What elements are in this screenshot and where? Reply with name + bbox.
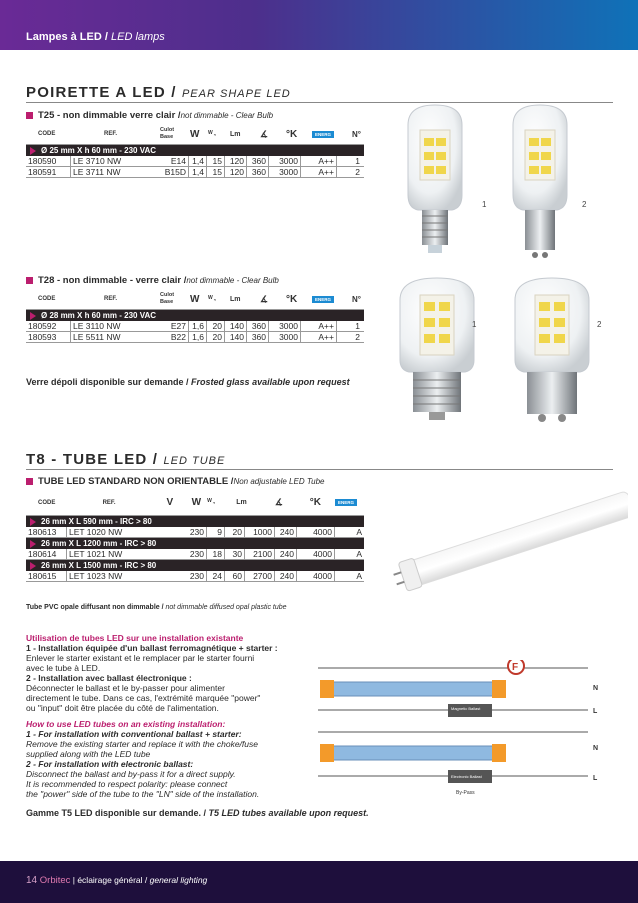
wiring-diagram	[318, 660, 618, 802]
footer	[0, 861, 638, 903]
svg-text:L: L	[593, 708, 598, 715]
spec-strip: 26 mm X L 1200 mm - IRC > 80	[26, 538, 364, 549]
frosted-note: Verre dépoli disponible sur demande / Frosted glass available upon request	[26, 377, 350, 387]
diagram-electronic	[318, 732, 598, 796]
svg-text:Electronic Ballast: Electronic Ballast	[451, 774, 482, 779]
beam-angle-icon: ∡	[260, 128, 269, 139]
image-number: 2	[597, 320, 602, 329]
image-number: 2	[582, 200, 587, 209]
t28-bulbs-image	[385, 270, 620, 430]
table-row: 180614 LET 1021 NW 230 18 30 2100 240 4000 A	[28, 549, 362, 559]
t25-table	[26, 124, 364, 178]
svg-text:N: N	[593, 685, 599, 692]
spec-strip: Ø 25 mm X h 60 mm - 230 VAC	[26, 145, 364, 156]
eye-icon: ◔	[212, 132, 217, 139]
eye-icon: ◔	[211, 501, 216, 507]
t5-note: Gamme T5 LED disponible sur demande. / T5 LED tubes available upon request.	[26, 808, 369, 818]
bulb-e27	[400, 278, 477, 420]
table-header: CODE REF. V W $^W$◔ Lm ∡ °K ENERG	[26, 490, 364, 516]
table-row: 180593 LE 5511 NW B22 1,6 20 140 360 3000 A++ 2	[26, 332, 364, 343]
footer-text: 14 Orbitec | éclairage général / general lighting	[26, 875, 208, 886]
beam-angle-icon: ∡	[260, 293, 269, 304]
diagram-magnetic	[318, 660, 598, 717]
table-row: 180615 LET 1023 NW 230 24 60 2700 240 4000 A	[28, 571, 362, 581]
table-row: 180591 LE 3711 NW B15D 1,4 15 120 360 3000 A++ 2	[26, 167, 364, 178]
header-title: Lampes à LED / LED lamps	[26, 31, 165, 43]
image-number: 1	[482, 200, 487, 209]
svg-text:Magnetic Ballast: Magnetic Ballast	[451, 706, 481, 711]
t8-note: Tube PVC opale diffusant non dimmable / not dimmable diffused opal plastic tube	[26, 604, 287, 611]
bulb-b22	[515, 278, 589, 422]
t25-bulbs-image	[380, 100, 620, 260]
t8-table	[26, 490, 364, 582]
spec-strip: Ø 28 mm X h 60 mm - 230 VAC	[26, 310, 364, 321]
table-header: CODE REF. Culot Base W $^W$◔ Lm ∡ °K ENERG N°	[26, 289, 364, 310]
svg-text:L: L	[593, 775, 598, 782]
table-row: 180592 LE 3110 NW E27 1,6 20 140 360 3000 A++ 1	[26, 321, 364, 332]
svg-text:By-Pass: By-Pass	[456, 790, 475, 796]
led-tube-image	[388, 480, 628, 610]
beam-angle-icon: ∡	[274, 497, 283, 507]
pear-section-title: POIRETTE A LED / PEAR SHAPE LED	[26, 84, 291, 101]
spec-strip: 26 mm X L 590 mm - IRC > 80	[26, 516, 364, 527]
table-row: 180613 LET 1020 NW 230 9 20 1000 240 4000 A	[28, 527, 362, 537]
eye-icon: ◔	[212, 297, 217, 304]
svg-text:F: F	[512, 662, 519, 673]
t28-label: T28 - non dimmable - verre clair / not dimmable - Clear Bulb	[26, 275, 279, 286]
table-row: 180590 LE 3710 NW E14 1,4 15 120 360 3000 A++ 1	[26, 156, 364, 167]
t28-table	[26, 289, 364, 343]
header-banner	[0, 0, 638, 50]
image-number: 1	[472, 320, 477, 329]
bulb-e14	[408, 105, 462, 253]
table-header: CODE REF. Culot Base W $^W$◔ Lm ∡ °K ENERG N°	[26, 124, 364, 145]
divider	[26, 469, 613, 470]
t8-label: TUBE LED STANDARD NON ORIENTABLE / Non adjustable LED Tube	[26, 476, 324, 487]
svg-text:N: N	[593, 745, 599, 752]
t8-section-title: T8 - TUBE LED / LED TUBE	[26, 451, 226, 468]
bulb-b15d	[513, 105, 567, 258]
install-en: How to use LED tubes on an existing installation: 1 - For installation with conventional ballast + starter: Remove the existing starter and replace it with the choke/fuse supplied along with the LED tube 2 - For installation with electronic ballast: Disconnect the ballast and by-pass it for a direct supply. It is recommended to respect polarity: please connect the "power" side of the tube to the "LN" side of the installation.	[26, 719, 260, 799]
spec-strip: 26 mm X L 1500 mm - IRC > 80	[26, 560, 364, 571]
install-fr: Utilisation de tubes LED sur une installation existante 1 - Installation équipée d'un ballast ferromagnétique + starter : Enlever le starter existant et le remplacer par le starter fourni avec le tube à LED. 2 - Installation avec ballast électronique : Déconnecter le ballast et le by-passer pour alimenter directement le tube. Dans ce cas, l'extrémité marquée "power" ou "input" doit être placée du côté de l'alimentation.	[26, 633, 278, 713]
t25-label: T25 - non dimmable verre clair / not dimmable - Clear Bulb	[26, 110, 273, 121]
